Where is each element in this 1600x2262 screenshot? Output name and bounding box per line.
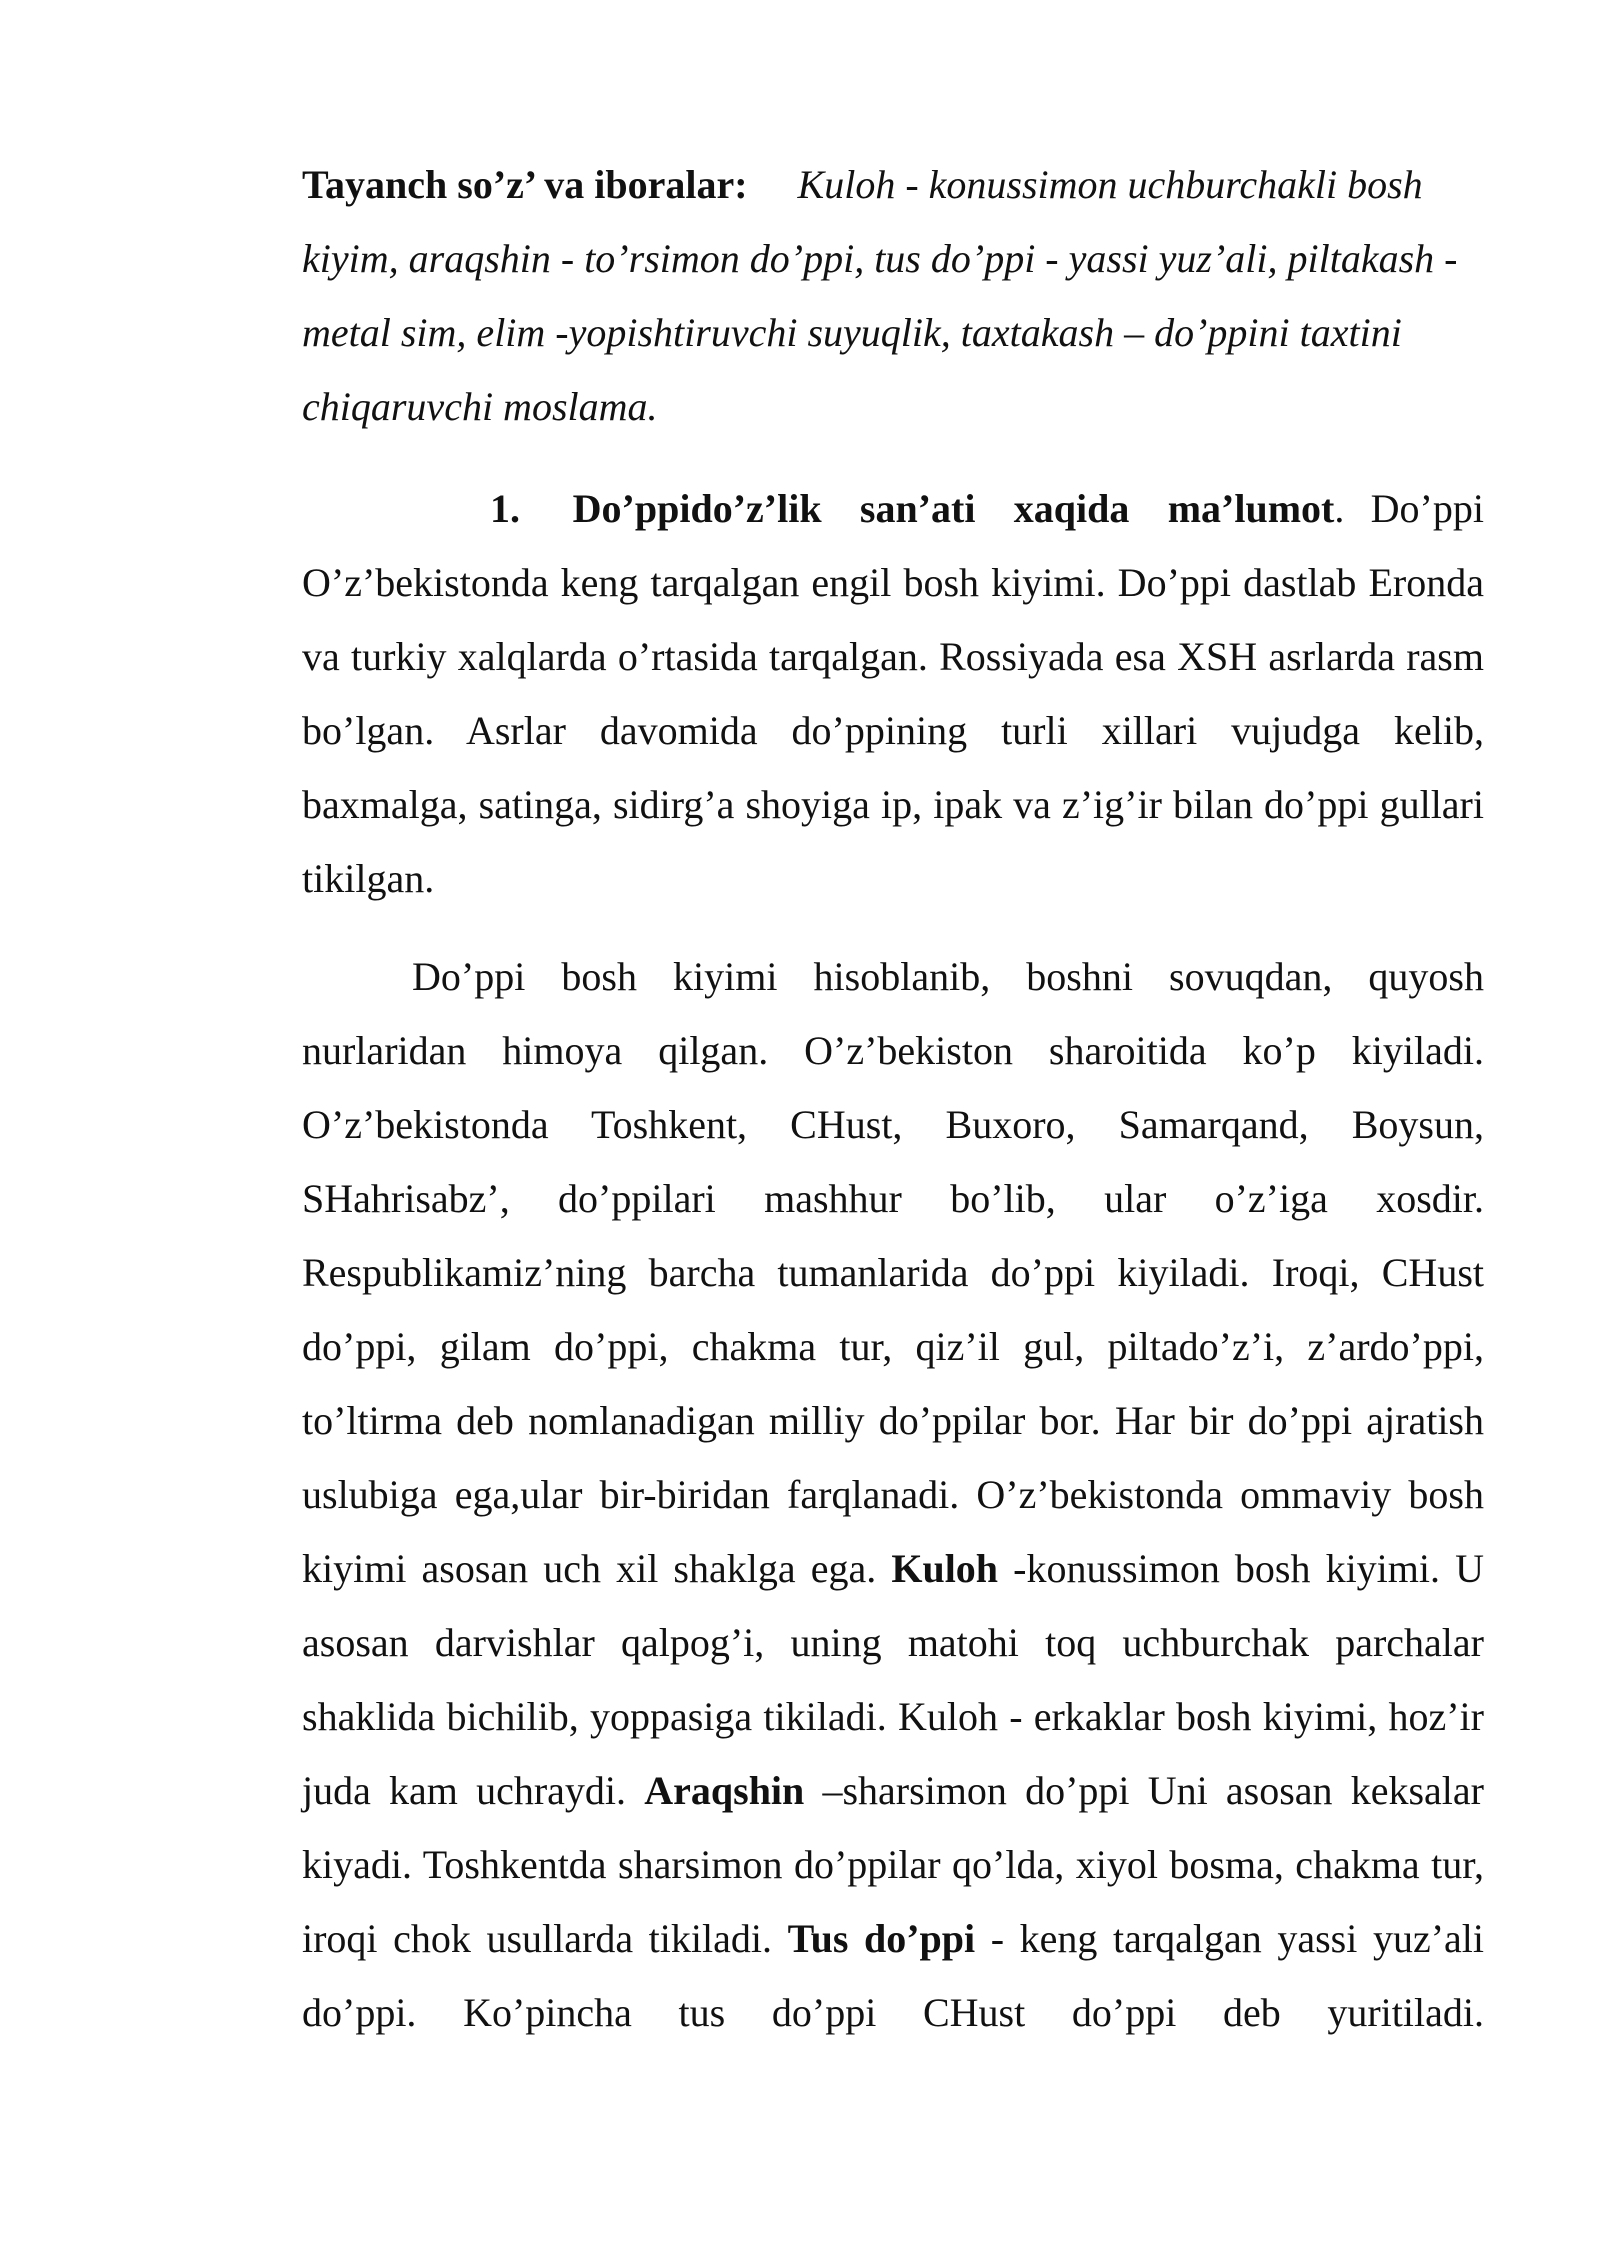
paragraph-text-2: -konussimon bosh kiyimi. U asosan darvishlar qalpog’i, uning matohi toq uchburchak parchalar shaklida bichilib, yoppasiga tikiladi. Kuloh - erkaklar bosh kiyimi, hoz’ir juda kam uchraydi.: [302, 1546, 1484, 1813]
term-tus-doppi: Tus do’ppi: [787, 1916, 976, 1961]
section-title: Do’ppido’z’lik san’ati xaqida ma’lumot: [572, 486, 1335, 531]
page-content: [302, 148, 1484, 2050]
section-1-text: . Do’ppi O’z’bekistonda keng tarqalgan engil bosh kiyimi. Do’ppi dastlab Eronda va turkiy xalqlarda o’rtasida tarqalgan. Rossiyada esa XSH asrlarda rasm bo’lgan. Asrlar davomida do’ppining turli xillari vujudga kelib, baxmalga, satinga, sidirg’a shoyiga ip, ipak va z’ig’ir bilan do’ppi gullari tikilgan.: [302, 486, 1484, 901]
term-kuloh: Kuloh: [891, 1546, 999, 1591]
term-araqshin: Araqshin: [644, 1768, 805, 1813]
paragraph-text-3: –sharsimon do’ppi Uni asosan keksalar kiyadi. Toshkentda sharsimon do’ppilar qo’lda, xiyol bosma, chakma tur, iroqi chok usullarda tikiladi.: [302, 1768, 1484, 1961]
keywords-label: Tayanch so’z’ va iboralar:: [302, 162, 748, 207]
paragraph-text-4: - keng tarqalgan yassi yuz’ali do’ppi. Ko’pincha tus do’ppi CHust do’ppi deb yuritiladi.: [302, 1916, 1485, 2035]
keywords-text: Kuloh - konussimon uchburchakli bosh kiyim, araqshin - to’rsimon do’ppi, tus do’ppi - yassi yuz’ali, piltakash - metal sim, elim -yopishtiruvchi suyuqlik, taxtakash – do’ppini taxtini chiqaruvchi moslama.: [302, 162, 1458, 429]
paragraph-text-1: Do’ppi bosh kiyimi hisoblanib, boshni sovuqdan, quyosh nurlaridan himoya qilgan. O’z’bekiston sharoitida ko’p kiyiladi. O’z’bekistonda Toshkent, CHust, Buxoro, Samarqand, Boysun, SHahrisabz’, do’ppilari mashhur bo’lib, ular o’z’iga xosdir. Respublikamiz’ning barcha tumanlarida do’ppi kiyiladi. Iroqi, CHust do’ppi, gilam do’ppi, chakma tur, qiz’il gul, piltado’z’i, z’ardo’ppi, to’ltirma deb nomlanadigan milliy do’ppilar bor. Har bir do’ppi ajratish uslubiga ega,ular bir-biridan farqlanadi. O’z’bekistonda ommaviy bosh kiyimi asosan uch xil shaklga ega.: [302, 954, 1484, 1591]
section-number: 1.: [490, 486, 520, 531]
section-1-paragraph: [302, 472, 1484, 916]
keywords-paragraph: [302, 148, 1484, 444]
body-paragraph: [302, 940, 1484, 2050]
